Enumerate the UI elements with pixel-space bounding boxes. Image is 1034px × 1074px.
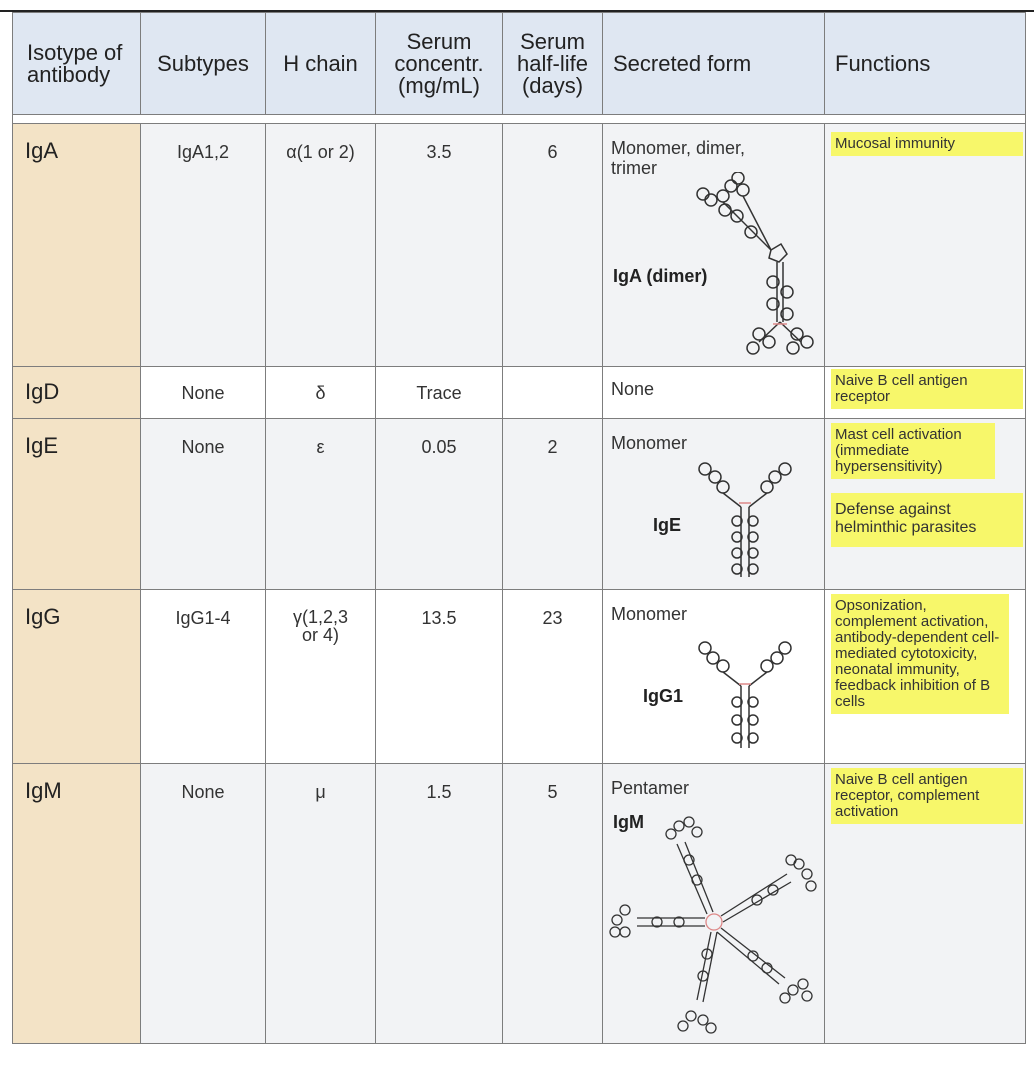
secreted-form-text: Monomer (611, 604, 688, 624)
antibody-isotype-table (12, 12, 1026, 1044)
secreted-form-cell (603, 419, 825, 590)
header-serum-concentration: Serum concentr. (mg/mL) (376, 13, 503, 115)
subtypes-cell: IgA1,2 (141, 124, 266, 367)
subtypes-cell: None (141, 367, 266, 419)
serum-halflife-cell (503, 367, 603, 419)
function-highlight: Mucosal immunity (831, 132, 1023, 156)
igg1-molecule-label: IgG1 (643, 686, 684, 706)
serum-conc-cell: 13.5 (376, 590, 503, 764)
subtypes-cell: IgG1-4 (141, 590, 266, 764)
functions-cell (825, 590, 1026, 764)
serum-halflife-cell: 2 (503, 419, 603, 590)
secreted-form-text: Monomer, dimer, trimer (611, 138, 746, 178)
subtypes-cell: None (141, 419, 266, 590)
header-functions: Functions (825, 13, 1026, 115)
table-row-igd (13, 367, 1026, 419)
secreted-form-cell (603, 124, 825, 367)
hchain-text: γ(1,2,3 or 4) (292, 607, 349, 645)
serum-conc-cell: 3.5 (376, 124, 503, 367)
secreted-form-cell: None (603, 367, 825, 419)
serum-halflife-cell: 5 (503, 764, 603, 1044)
ige-monomer-diagram (695, 459, 795, 579)
isotype-cell: IgA (13, 124, 141, 367)
functions-cell (825, 124, 1026, 367)
table-row-igg (13, 590, 1026, 764)
header-serum-halflife: Serum half-life (days) (503, 13, 603, 115)
header-row (13, 13, 1026, 115)
serum-halflife-cell: 23 (503, 590, 603, 764)
header-hchain: H chain (266, 13, 376, 115)
igm-pentamer-diagram (607, 804, 821, 1036)
isotype-cell: IgE (13, 419, 141, 590)
iga-molecule-label: IgA (dimer) (613, 266, 708, 286)
table-row-ige (13, 419, 1026, 590)
isotype-cell: IgD (13, 367, 141, 419)
hchain-cell: μ (266, 764, 376, 1044)
secreted-form-cell (603, 764, 825, 1044)
function-highlight: Mast cell activation (immediate hypersensitivity) (831, 423, 995, 479)
hchain-cell: α(1 or 2) (266, 124, 376, 367)
igg1-monomer-diagram (695, 636, 795, 756)
header-secreted-form: Secreted form (603, 13, 825, 115)
table-row-iga (13, 124, 1026, 367)
function-highlight: Defense against helminthic parasites (831, 493, 1023, 547)
spacer-row (13, 115, 1026, 124)
function-highlight: Naive B cell antigen receptor, complement activation (831, 768, 1023, 824)
serum-halflife-cell: 6 (503, 124, 603, 367)
subtypes-cell: None (141, 764, 266, 1044)
serum-conc-cell: 0.05 (376, 419, 503, 590)
isotype-cell: IgG (13, 590, 141, 764)
functions-cell (825, 367, 1026, 419)
ige-molecule-label: IgE (653, 515, 682, 535)
hchain-cell: δ (266, 367, 376, 419)
table-row-igm (13, 764, 1026, 1044)
functions-cell (825, 764, 1026, 1044)
secreted-form-text: Pentamer (611, 778, 690, 798)
function-highlight: Opsonization, complement activation, antibody-dependent cell-mediated cytotoxicity, neonatal immunity, feedback inhibition of B cells (831, 594, 1009, 714)
serum-conc-cell: Trace (376, 367, 503, 419)
iga-dimer-diagram (673, 172, 823, 357)
secreted-form-cell (603, 590, 825, 764)
serum-conc-cell: 1.5 (376, 764, 503, 1044)
hchain-cell: ε (266, 419, 376, 590)
function-highlight: Naive B cell antigen receptor (831, 369, 1023, 409)
header-isotype: Isotype of antibody (13, 13, 141, 115)
isotype-cell: IgM (13, 764, 141, 1044)
hchain-cell (266, 590, 376, 764)
functions-cell (825, 419, 1026, 590)
igm-molecule-label: IgM (613, 812, 644, 832)
secreted-form-text: Monomer (611, 433, 688, 453)
header-subtypes: Subtypes (141, 13, 266, 115)
